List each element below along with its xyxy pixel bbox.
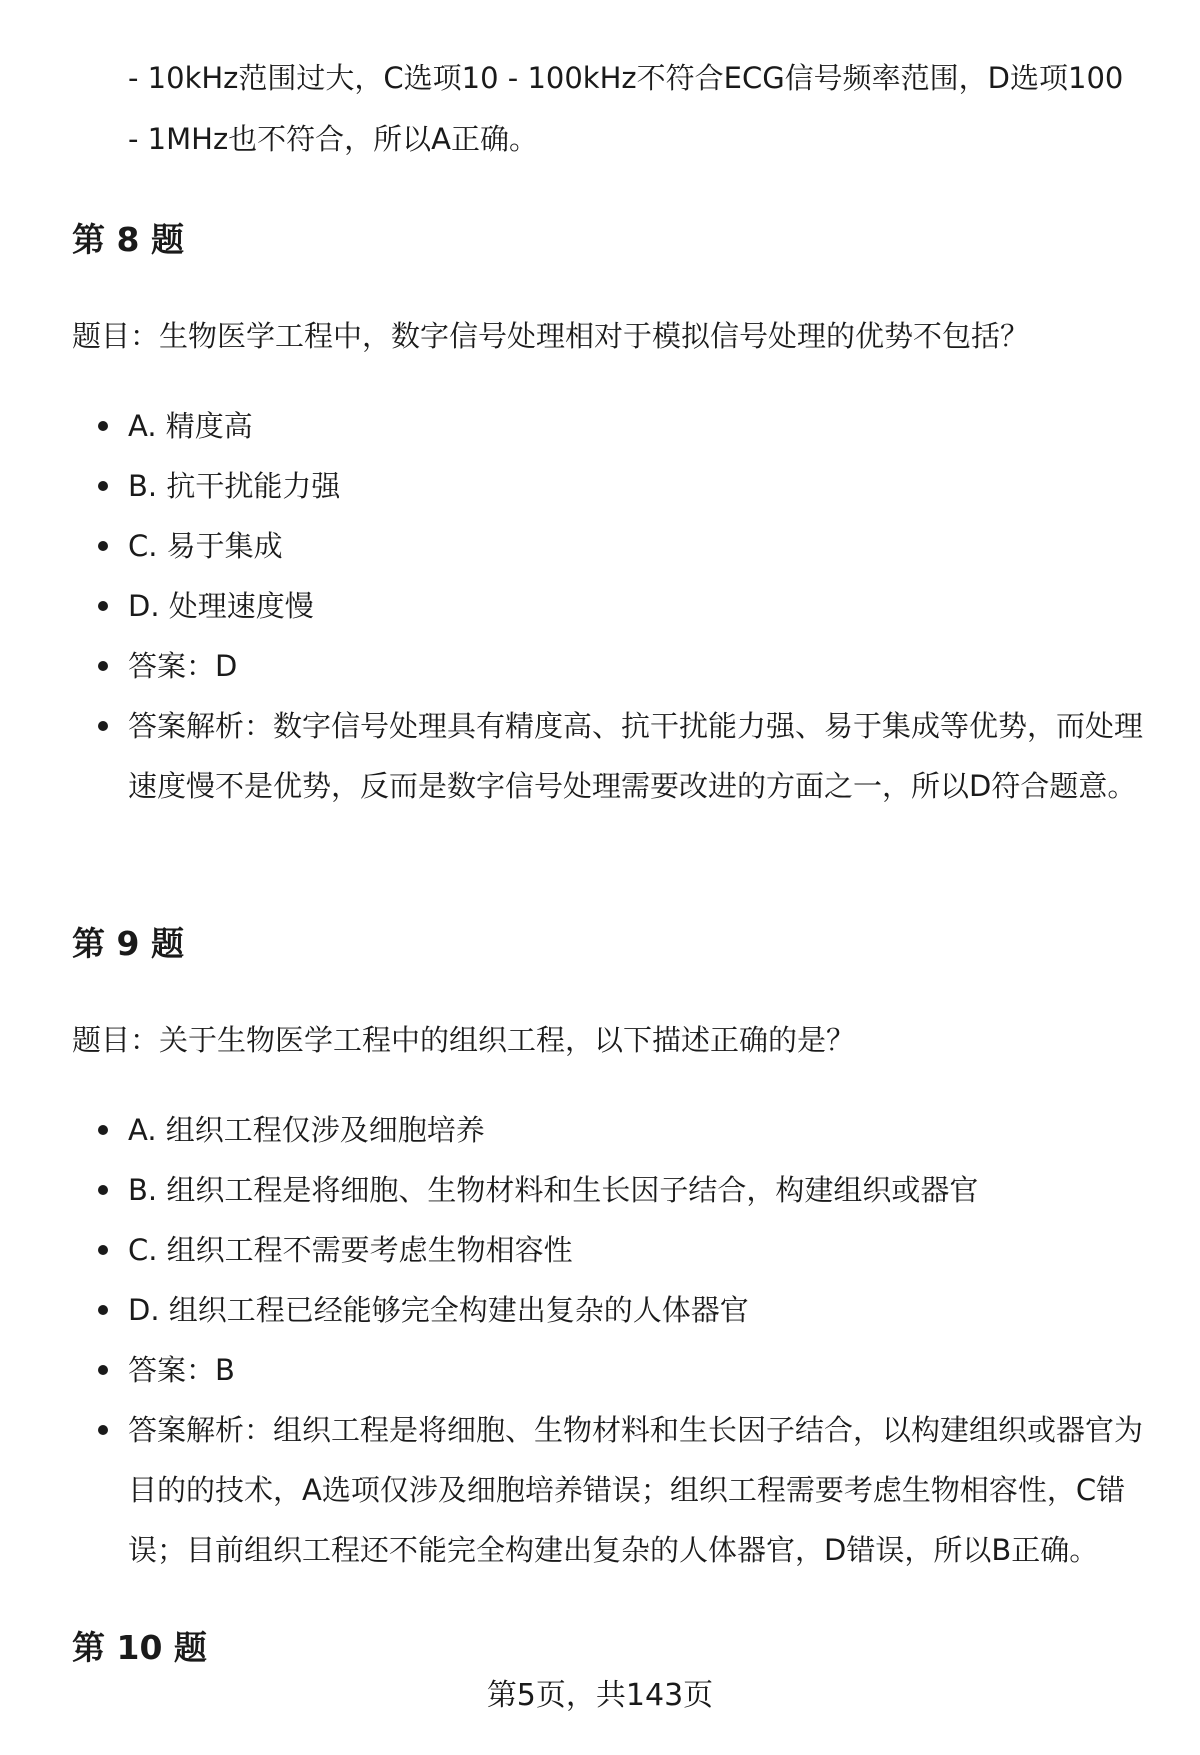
list-item <box>0 1160 1200 1220</box>
list-item <box>0 456 1200 516</box>
bullet-icon <box>98 541 108 551</box>
list-item <box>0 1220 1200 1280</box>
option-b: B. 抗干扰能力强 <box>128 469 341 503</box>
question-8-text: 题目：生物医学工程中，数字信号处理相对于模拟信号处理的优势不包括？ <box>72 319 1030 353</box>
option-a: A. 组织工程仅涉及细胞培养 <box>128 1113 485 1147</box>
list-item <box>0 396 1200 456</box>
bullet-icon <box>98 661 108 671</box>
bullet-icon <box>98 421 108 431</box>
bullet-icon <box>98 1425 108 1435</box>
previous-answer-continuation: - 10kHz范围过大，C选项10 - 100kHz不符合ECG信号频率范围，D选项100 - 1MHz也不符合，所以A正确。 <box>128 61 1124 156</box>
answer-analysis: 答案解析：数字信号处理具有精度高、抗干扰能力强、易于集成等优势，而处理速度慢不是优势，反而是数字信号处理需要改进的方面之一，所以D符合题意。 <box>128 709 1144 803</box>
option-d: D. 处理速度慢 <box>128 589 314 623</box>
list-item <box>0 1400 1200 1580</box>
list-item <box>0 576 1200 636</box>
question-9-text: 题目：关于生物医学工程中的组织工程，以下描述正确的是？ <box>72 1023 856 1057</box>
option-c: C. 易于集成 <box>128 529 283 563</box>
answer-analysis: 答案解析：组织工程是将细胞、生物材料和生长因子结合，以构建组织或器官为目的的技术，A选项仅涉及细胞培养错误；组织工程需要考虑生物相容性，C错误；目前组织工程还不能完全构建出复杂的人体器官，D错误，所以B正确。 <box>128 1413 1144 1567</box>
list-item <box>0 1340 1200 1400</box>
bullet-icon <box>98 721 108 731</box>
bullet-icon <box>98 1125 108 1135</box>
option-d: D. 组织工程已经能够完全构建出复杂的人体器官 <box>128 1293 749 1327</box>
question-9-heading: 第 9 题 <box>72 924 184 963</box>
list-item <box>0 1100 1200 1160</box>
bullet-icon <box>98 481 108 491</box>
option-b: B. 组织工程是将细胞、生物材料和生长因子结合，构建组织或器官 <box>128 1173 979 1207</box>
bullet-icon <box>98 1305 108 1315</box>
bullet-icon <box>98 1365 108 1375</box>
bullet-icon <box>98 1245 108 1255</box>
question-10-heading: 第 10 题 <box>72 1628 207 1667</box>
answer: 答案：B <box>128 1353 235 1387</box>
bullet-icon <box>98 1185 108 1195</box>
option-c: C. 组织工程不需要考虑生物相容性 <box>128 1233 573 1267</box>
option-a: A. 精度高 <box>128 409 253 443</box>
list-item <box>0 696 1200 816</box>
page-number-footer: 第5页，共143页 <box>486 1678 714 1713</box>
list-item <box>0 1280 1200 1340</box>
list-item <box>0 516 1200 576</box>
bullet-icon <box>98 601 108 611</box>
answer: 答案：D <box>128 649 238 683</box>
question-8-heading: 第 8 题 <box>72 220 184 259</box>
list-item <box>0 636 1200 696</box>
question-9-list <box>0 1100 1200 1580</box>
question-8-list <box>0 396 1200 816</box>
